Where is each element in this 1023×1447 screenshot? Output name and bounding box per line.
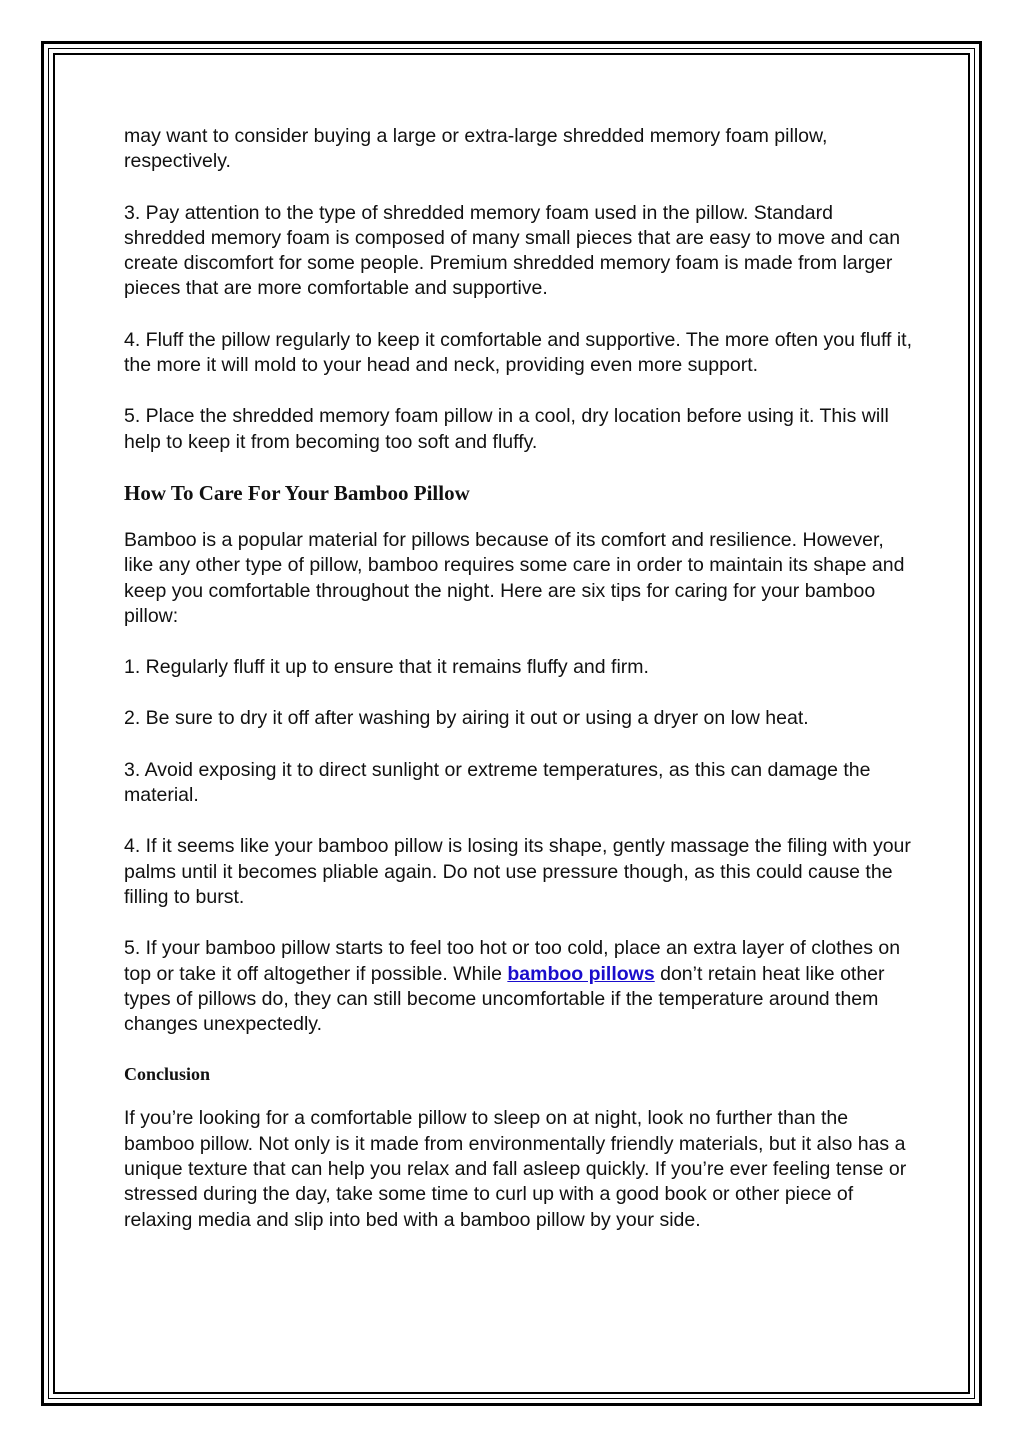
paragraph-tip-5: 5. Place the shredded memory foam pillow in a cool, dry location before using it. This will help to keep it from becoming too soft and fluffy. <box>124 405 889 453</box>
bamboo-tip-5-text-before: 5. If your bamboo pillow starts to feel too hot or too cold, place an extra layer of clothes on top or take it off altogether if possible. While <box>124 937 901 985</box>
bamboo-tip-5 <box>124 936 914 1037</box>
bamboo-tip-2: 2. Be sure to dry it off after washing by airing it out or using a dryer on low heat. <box>124 707 809 730</box>
bamboo-tip-5-text-after: don’t retain heat like other types of pillows do, they can still become uncomfortable if the temperature around them changes unexpectedly. <box>124 962 885 1036</box>
bamboo-tip-4: 4. If it seems like your bamboo pillow is losing its shape, gently massage the filing with your palms until it becomes pliable again. Do not use pressure though, as this could cause the filling to burst. <box>124 835 911 908</box>
document-body <box>124 124 914 1259</box>
bamboo-pillows-link[interactable]: bamboo pillows <box>507 962 655 985</box>
heading-conclusion: Conclusion <box>124 1064 211 1085</box>
paragraph-bamboo-intro: Bamboo is a popular material for pillows because of its comfort and resilience. However, like any other type of pillow, bamboo requires some care in order to maintain its shape and keep you comfortable throughout the night. Here are six tips for caring for your bamboo pillow: <box>124 528 905 627</box>
paragraph-intro: may want to consider buying a large or extra-large shredded memory foam pillow, respectively. <box>124 125 828 173</box>
heading-bamboo-care: How To Care For Your Bamboo Pillow <box>124 480 470 505</box>
paragraph-tip-3: 3. Pay attention to the type of shredded memory foam used in the pillow. Standard shredded memory foam is composed of many small pieces that are easy to move and can create discomfort for some people. Premium shredded memory foam is made from larger pieces that are more comfortable and supportive. <box>124 201 901 300</box>
bamboo-tip-1: 1. Regularly fluff it up to ensure that it remains fluffy and firm. <box>124 656 649 679</box>
paragraph-conclusion: If you’re looking for a comfortable pillow to sleep on at night, look no further than the bamboo pillow. Not only is it made from environmentally friendly materials, but it also has a unique texture that can help you relax and fall asleep quickly. If you’re ever feeling tense or stressed during the day, take some time to curl up with a good book or other piece of relaxing media and slip into bed with a bamboo pillow by your side. <box>124 1107 907 1231</box>
paragraph-tip-4: 4. Fluff the pillow regularly to keep it comfortable and supportive. The more often you fluff it, the more it will mold to your head and neck, providing even more support. <box>124 328 913 377</box>
bamboo-tip-3: 3. Avoid exposing it to direct sunlight or extreme temperatures, as this can damage the material. <box>124 758 871 807</box>
